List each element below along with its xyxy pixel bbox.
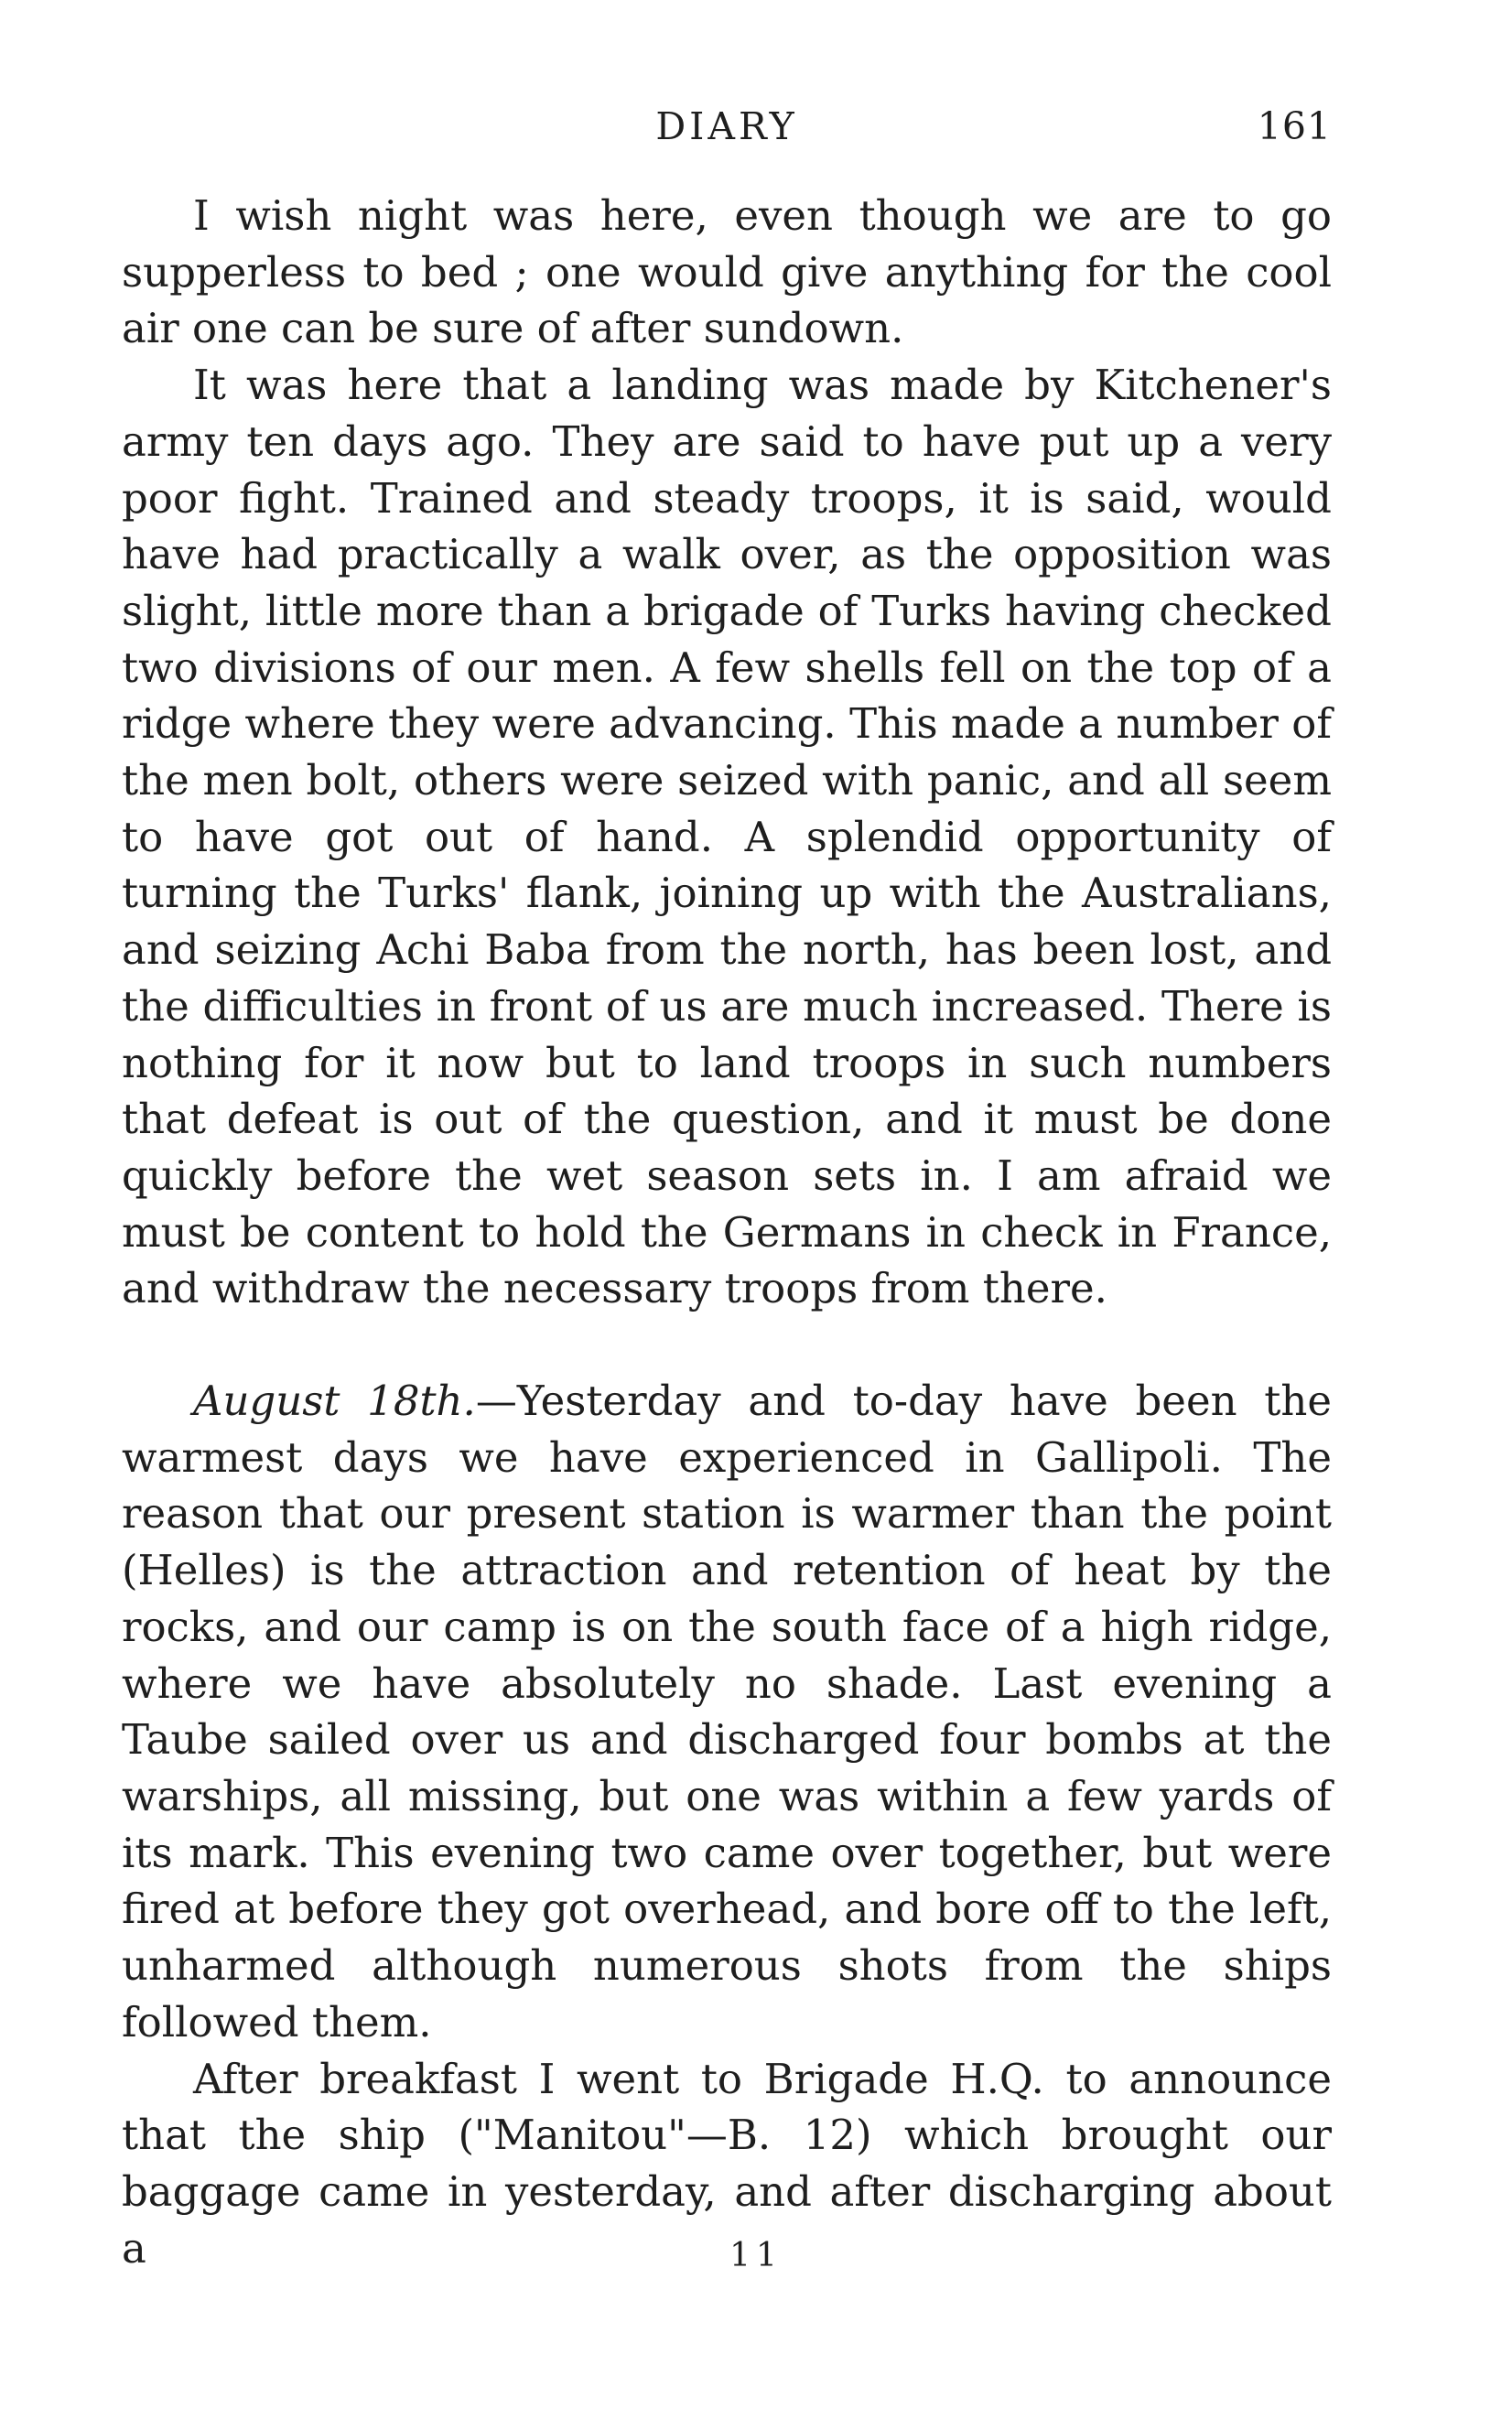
running-head xyxy=(122,99,1332,154)
paragraph-4: After breakfast I went to Brigade H.Q. to announce that the ship ("Manitou"—B. 12) which brought our baggage came in yesterday, and after discharging about a xyxy=(122,2054,1332,2273)
signature-mark: 11 xyxy=(729,2237,783,2274)
entry-text: —Yesterday and to-day have been the warmest days we have experienced in Gallipoli. The reason that our present station is warmer than the point (Helles) is the attraction and retention of heat by the rocks, and our camp is on the south face of a high ridge, where we have absolutely no shade. Last evening a Taube sailed over us and discharged four bombs at the warships, all missing, but one was within a few yards of its mark. This evening two came over together, but were fired at before they got overhead, and bore off to the left, unharmed although numerous shots from the ships followed them. xyxy=(122,1377,1332,2047)
paragraph-3-dated-entry xyxy=(122,1373,1332,2050)
entry-date: August 18th. xyxy=(193,1377,476,1426)
page-number: 161 xyxy=(1257,104,1332,148)
paragraph-1: I wish night was here, even though we are to go supperless to bed ; one would give anything for the cool air one can be sure of after sundown. xyxy=(122,191,1332,353)
body-text xyxy=(122,188,1332,2276)
paragraph-2: It was here that a landing was made by Kitchener's army ten days ago. They are said to have put up a very poor fight. Trained and steady troops, it is said, would have had practically a walk over, as the opposition was slight, little more than a brigade of Turks having checked two divisions of our men. A few shells fell on the top of a ridge where they were advancing. This made a number of the men bolt, others were seized with panic, and all seem to have got out of hand. A splendid opportunity of turning the Turks' flank, joining up with the Australians, and seizing Achi Baba from the north, has been lost, and the difficulties in front of us are much increased. There is nothing for it now but to land troops in such numbers that defeat is out of the question, and it must be done quickly before the wet season sets in. I am afraid we must be content to hold the Germans in check in France, and withdraw the necessary troops from there. xyxy=(122,361,1332,1313)
running-title: DIARY xyxy=(655,104,798,148)
